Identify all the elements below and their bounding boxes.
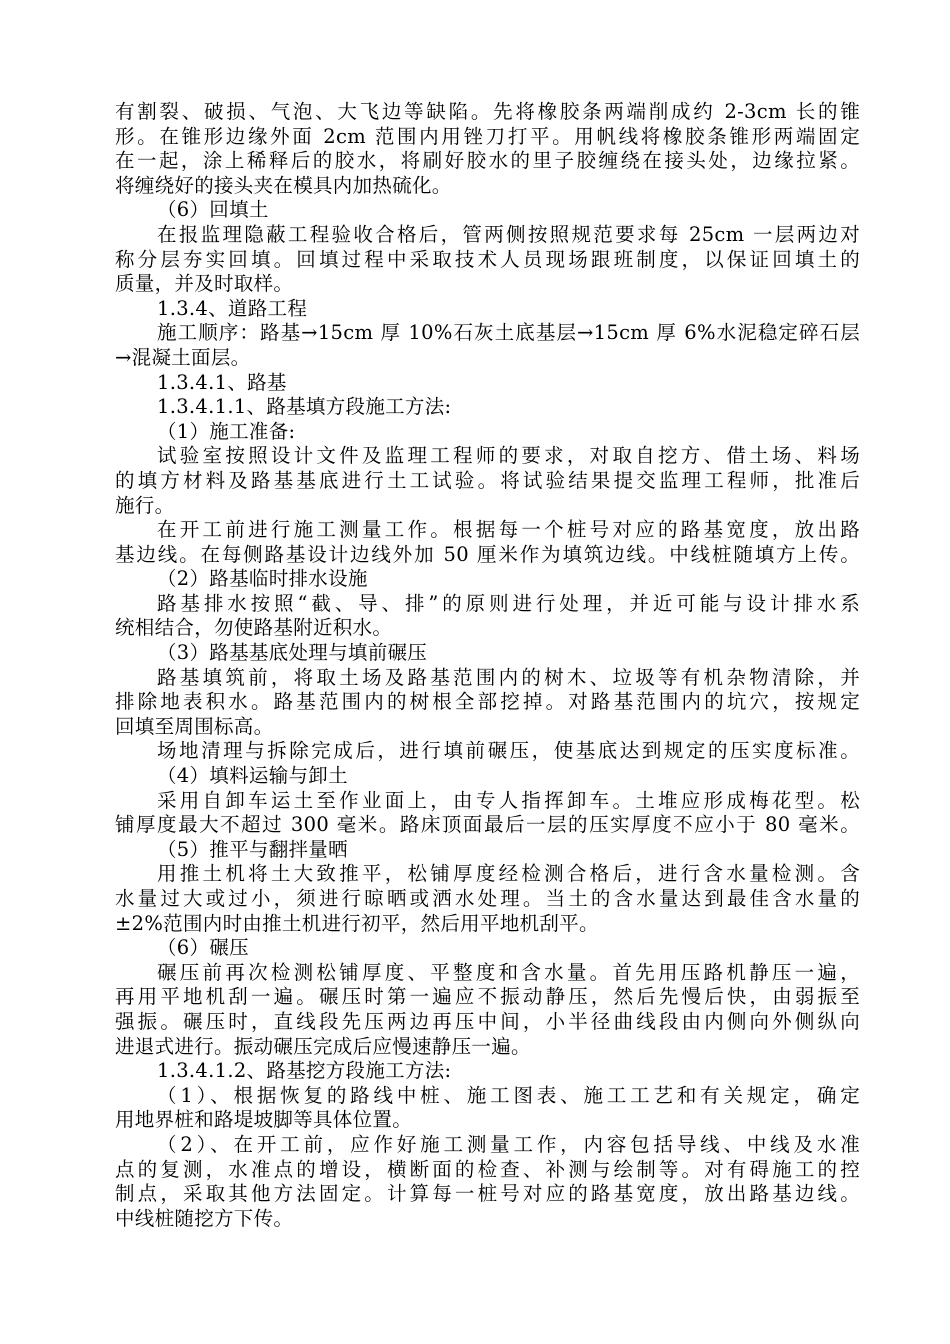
section-heading: 1.3.4.1、路基 <box>157 370 287 394</box>
paragraph-line: （1）、根据恢复的路线中桩、施工图表、施工工艺和有关规定，确定 <box>157 1083 860 1107</box>
paragraph-line: 水量过大或过小，须进行晾晒或洒水处理。当土的含水量达到最佳含水量的 <box>115 887 860 910</box>
paragraph-line: 在报监理隐蔽工程验收合格后，管两侧按照规范要求每 25cm 一层两边对 <box>157 222 860 246</box>
paragraph-line: 碾压前再次检测松铺厚度、平整度和含水量。首先用压路机静压一遍， <box>157 960 860 984</box>
paragraph-line: 路基填筑前，将取土场及路基范围内的树木、垃圾等有机杂物清除，并 <box>157 665 860 689</box>
paragraph-line: 试验室按照设计文件及监理工程师的要求，对取自挖方、借土场、料场 <box>157 444 860 468</box>
paragraph-line: 用推土机将土大致推平，松铺厚度经检测合格后，进行含水量检测。含 <box>157 862 860 886</box>
paragraph-line: 统相结合，勿使路基附近积水。 <box>115 616 393 640</box>
section-heading: （1）施工准备: <box>157 419 296 443</box>
paragraph-line: 再用平地机刮一遍。碾压时第一遍应不振动静压，然后先慢后快，由弱振至 <box>115 985 860 1009</box>
paragraph-line: 中线桩随挖方下传。 <box>115 1206 294 1230</box>
paragraph-line: 回填至周围标高。 <box>115 714 274 738</box>
paragraph-line: 点的复测，水准点的增设，横断面的检查、补测与绘制等。对有碍施工的控 <box>115 1157 860 1181</box>
paragraph-line: 铺厚度最大不超过 300 毫米。路床顶面最后一层的压实厚度不应小于 80 毫米。 <box>115 813 860 837</box>
paragraph-line: 称分层夯实回填。回填过程中采取技术人员现场跟班制度，以保证回填土的 <box>115 247 860 271</box>
section-heading: 1.3.4.1.1、路基填方段施工方法: <box>157 395 452 419</box>
paragraph-line: 有割裂、破损、气泡、大飞边等缺陷。先将橡胶条两端削成约 2-3cm 长的锥 <box>115 100 860 123</box>
paragraph-line: 路基排水按照“截、导、排”的原则进行处理，并近可能与设计排水系 <box>157 591 860 615</box>
paragraph-line: 在一起，涂上稀释后的胶水，将刷好胶水的里子胶缠绕在接头处，边缘拉紧。 <box>115 149 860 173</box>
section-heading: （6）回填土 <box>157 198 269 222</box>
paragraph-line: 在开工前进行施工测量工作。根据每一个桩号对应的路基宽度，放出路 <box>157 518 860 542</box>
paragraph-line: 施工顺序：路基→15cm 厚 10%石灰土底基层→15cm 厚 6%水泥稳定碎石层 <box>157 321 860 345</box>
paragraph-line: 进退式进行。振动碾压完成后应慢速静压一遍。 <box>115 1034 531 1058</box>
section-heading: （4）填料运输与卸土 <box>157 764 348 788</box>
paragraph-line: ±2%范围内时由推土机进行初平，然后用平地机刮平。 <box>115 911 599 935</box>
paragraph-line: （2）、在开工前，应作好施工测量工作，内容包括导线、中线及水准 <box>157 1132 860 1156</box>
paragraph-line: 强振。碾压时，直线段先压两边再压中间，小半径曲线段由内侧向外侧纵向 <box>115 1009 860 1033</box>
paragraph-line: 排除地表积水。路基范围内的树根全部挖掉。对路基范围内的坑穴，按规定 <box>115 690 860 714</box>
paragraph-line: 将缠绕好的接头夹在模具内加热硫化。 <box>115 173 452 197</box>
section-heading: （6）碾压 <box>157 936 249 960</box>
paragraph-line: 场地清理与拆除完成后，进行填前碾压，使基底达到规定的压实度标准。 <box>157 739 860 763</box>
section-heading: （5）推平与翻拌量晒 <box>157 837 348 861</box>
document-page <box>115 100 860 1231</box>
paragraph-line: 形。在锥形边缘外面 2cm 范围内用锉刀打平。用帆线将橡胶条锥形两端固定 <box>115 124 860 148</box>
paragraph-line: 用地界桩和路堤坡脚等具体位置。 <box>115 1108 413 1132</box>
paragraph-line: 制点，采取其他方法固定。计算每一桩号对应的路基宽度，放出路基边线。 <box>115 1182 860 1206</box>
paragraph-line: →混凝土面层。 <box>115 345 251 369</box>
section-heading: 1.3.4.1.2、路基挖方段施工方法: <box>157 1059 452 1083</box>
section-heading: 1.3.4、道路工程 <box>157 296 308 320</box>
section-heading: （3）路基基底处理与填前碾压 <box>157 641 428 665</box>
paragraph-line: 采用自卸车运土至作业面上，由专人指挥卸车。土堆应形成梅花型。松 <box>157 788 860 812</box>
paragraph-line: 的填方材料及路基基底进行土工试验。将试验结果提交监理工程师，批准后 <box>115 468 860 492</box>
paragraph-line: 基边线。在每侧路基设计边线外加 50 厘米作为填筑边线。中线桩随填方上传。 <box>115 542 860 566</box>
section-heading: （2）路基临时排水设施 <box>157 567 368 591</box>
paragraph-line: 质量，并及时取样。 <box>115 272 294 296</box>
paragraph-line: 施行。 <box>115 493 175 517</box>
